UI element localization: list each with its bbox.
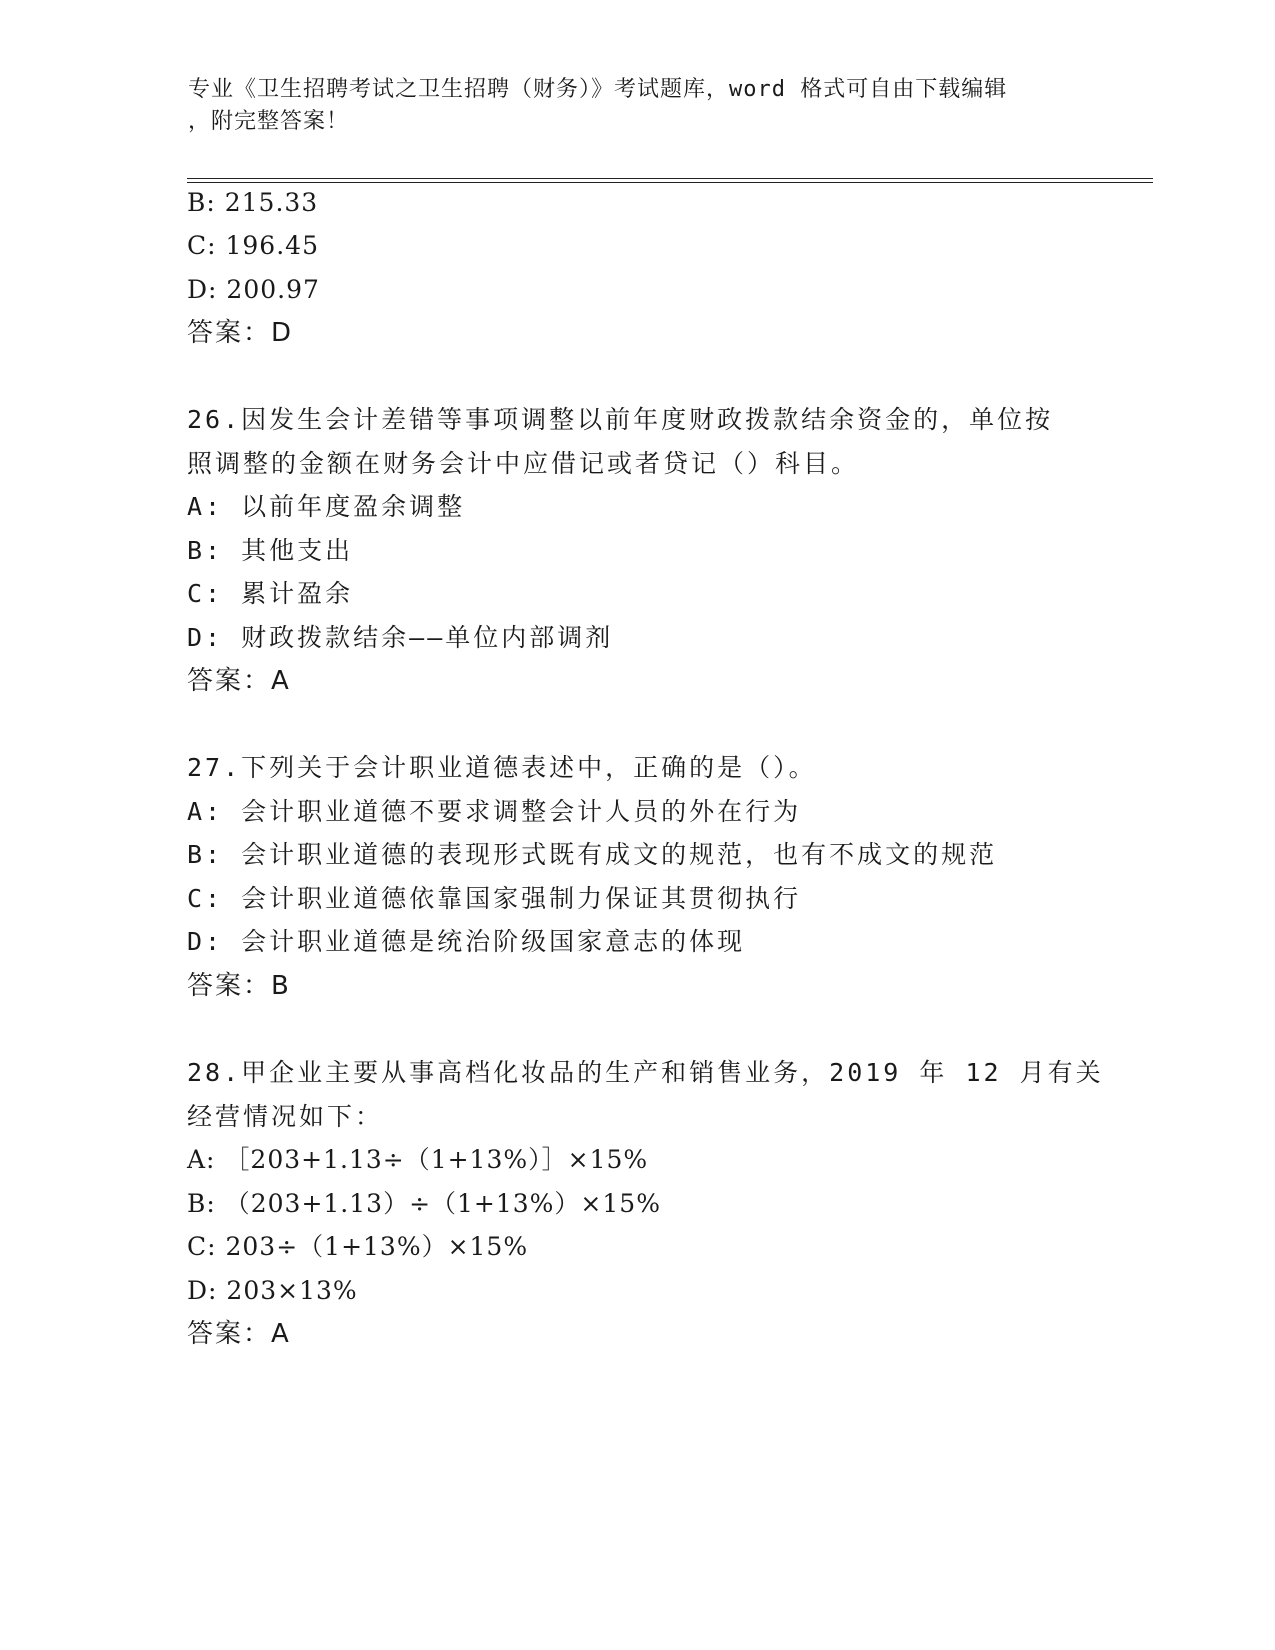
q25-option-b: B: 215.33: [187, 188, 319, 217]
q26-stem-line-1: 26.因发生会计差错等事项调整以前年度财政拨款结余资金的，单位按: [187, 405, 1054, 434]
document-header: [188, 74, 1088, 138]
q28-stem-line-1: 28.甲企业主要从事高档化妆品的生产和销售业务，2019 年 12 月有关: [187, 1058, 1104, 1087]
q28-option-a: A: ［203+1.13÷（1+13%）］×15%: [187, 1145, 649, 1174]
q28-stem-line-2: 经营情况如下：: [187, 1102, 384, 1131]
header-line-2: ，附完整答案！: [188, 109, 350, 134]
q28-option-b: B: （203+1.13）÷（1+13%）×15%: [187, 1189, 661, 1218]
q28-option-d: D: 203×13%: [187, 1276, 358, 1305]
q27-option-a: A: 会计职业道德不要求调整会计人员的外在行为: [187, 797, 802, 826]
q27-option-d: D: 会计职业道德是统治阶级国家意志的体现: [187, 927, 746, 956]
q25-answer: 答案：D: [187, 318, 294, 348]
q26-answer: 答案：A: [187, 666, 291, 696]
q27-option-b: B: 会计职业道德的表现形式既有成文的规范，也有不成文的规范: [187, 840, 998, 869]
q28-answer: 答案：A: [187, 1319, 291, 1349]
q25-option-d: D: 200.97: [187, 275, 320, 304]
q27-stem-line-1: 27.下列关于会计职业道德表述中，正确的是（）。: [187, 753, 817, 782]
header-rule-bottom: [187, 182, 1153, 183]
q26-option-a: A: 以前年度盈余调整: [187, 492, 466, 521]
q25-option-c: C: 196.45: [187, 231, 319, 260]
q27-answer: 答案：B: [187, 971, 291, 1001]
q26-option-c: C: 累计盈余: [187, 579, 354, 608]
q26-stem-line-2: 照调整的金额在财务会计中应借记或者贷记（）科目。: [187, 449, 860, 478]
header-line-1: 专业《卫生招聘考试之卫生招聘（财务）》考试题库，word 格式可自由下载编辑: [188, 77, 1008, 102]
q27-option-c: C: 会计职业道德依靠国家强制力保证其贯彻执行: [187, 884, 802, 913]
q26-option-d: D: 财政拨款结余——单位内部调剂: [187, 623, 614, 652]
q28-option-c: C: 203÷（1+13%）×15%: [187, 1232, 529, 1261]
q26-option-b: B: 其他支出: [187, 536, 354, 565]
header-rule-top: [187, 178, 1153, 179]
